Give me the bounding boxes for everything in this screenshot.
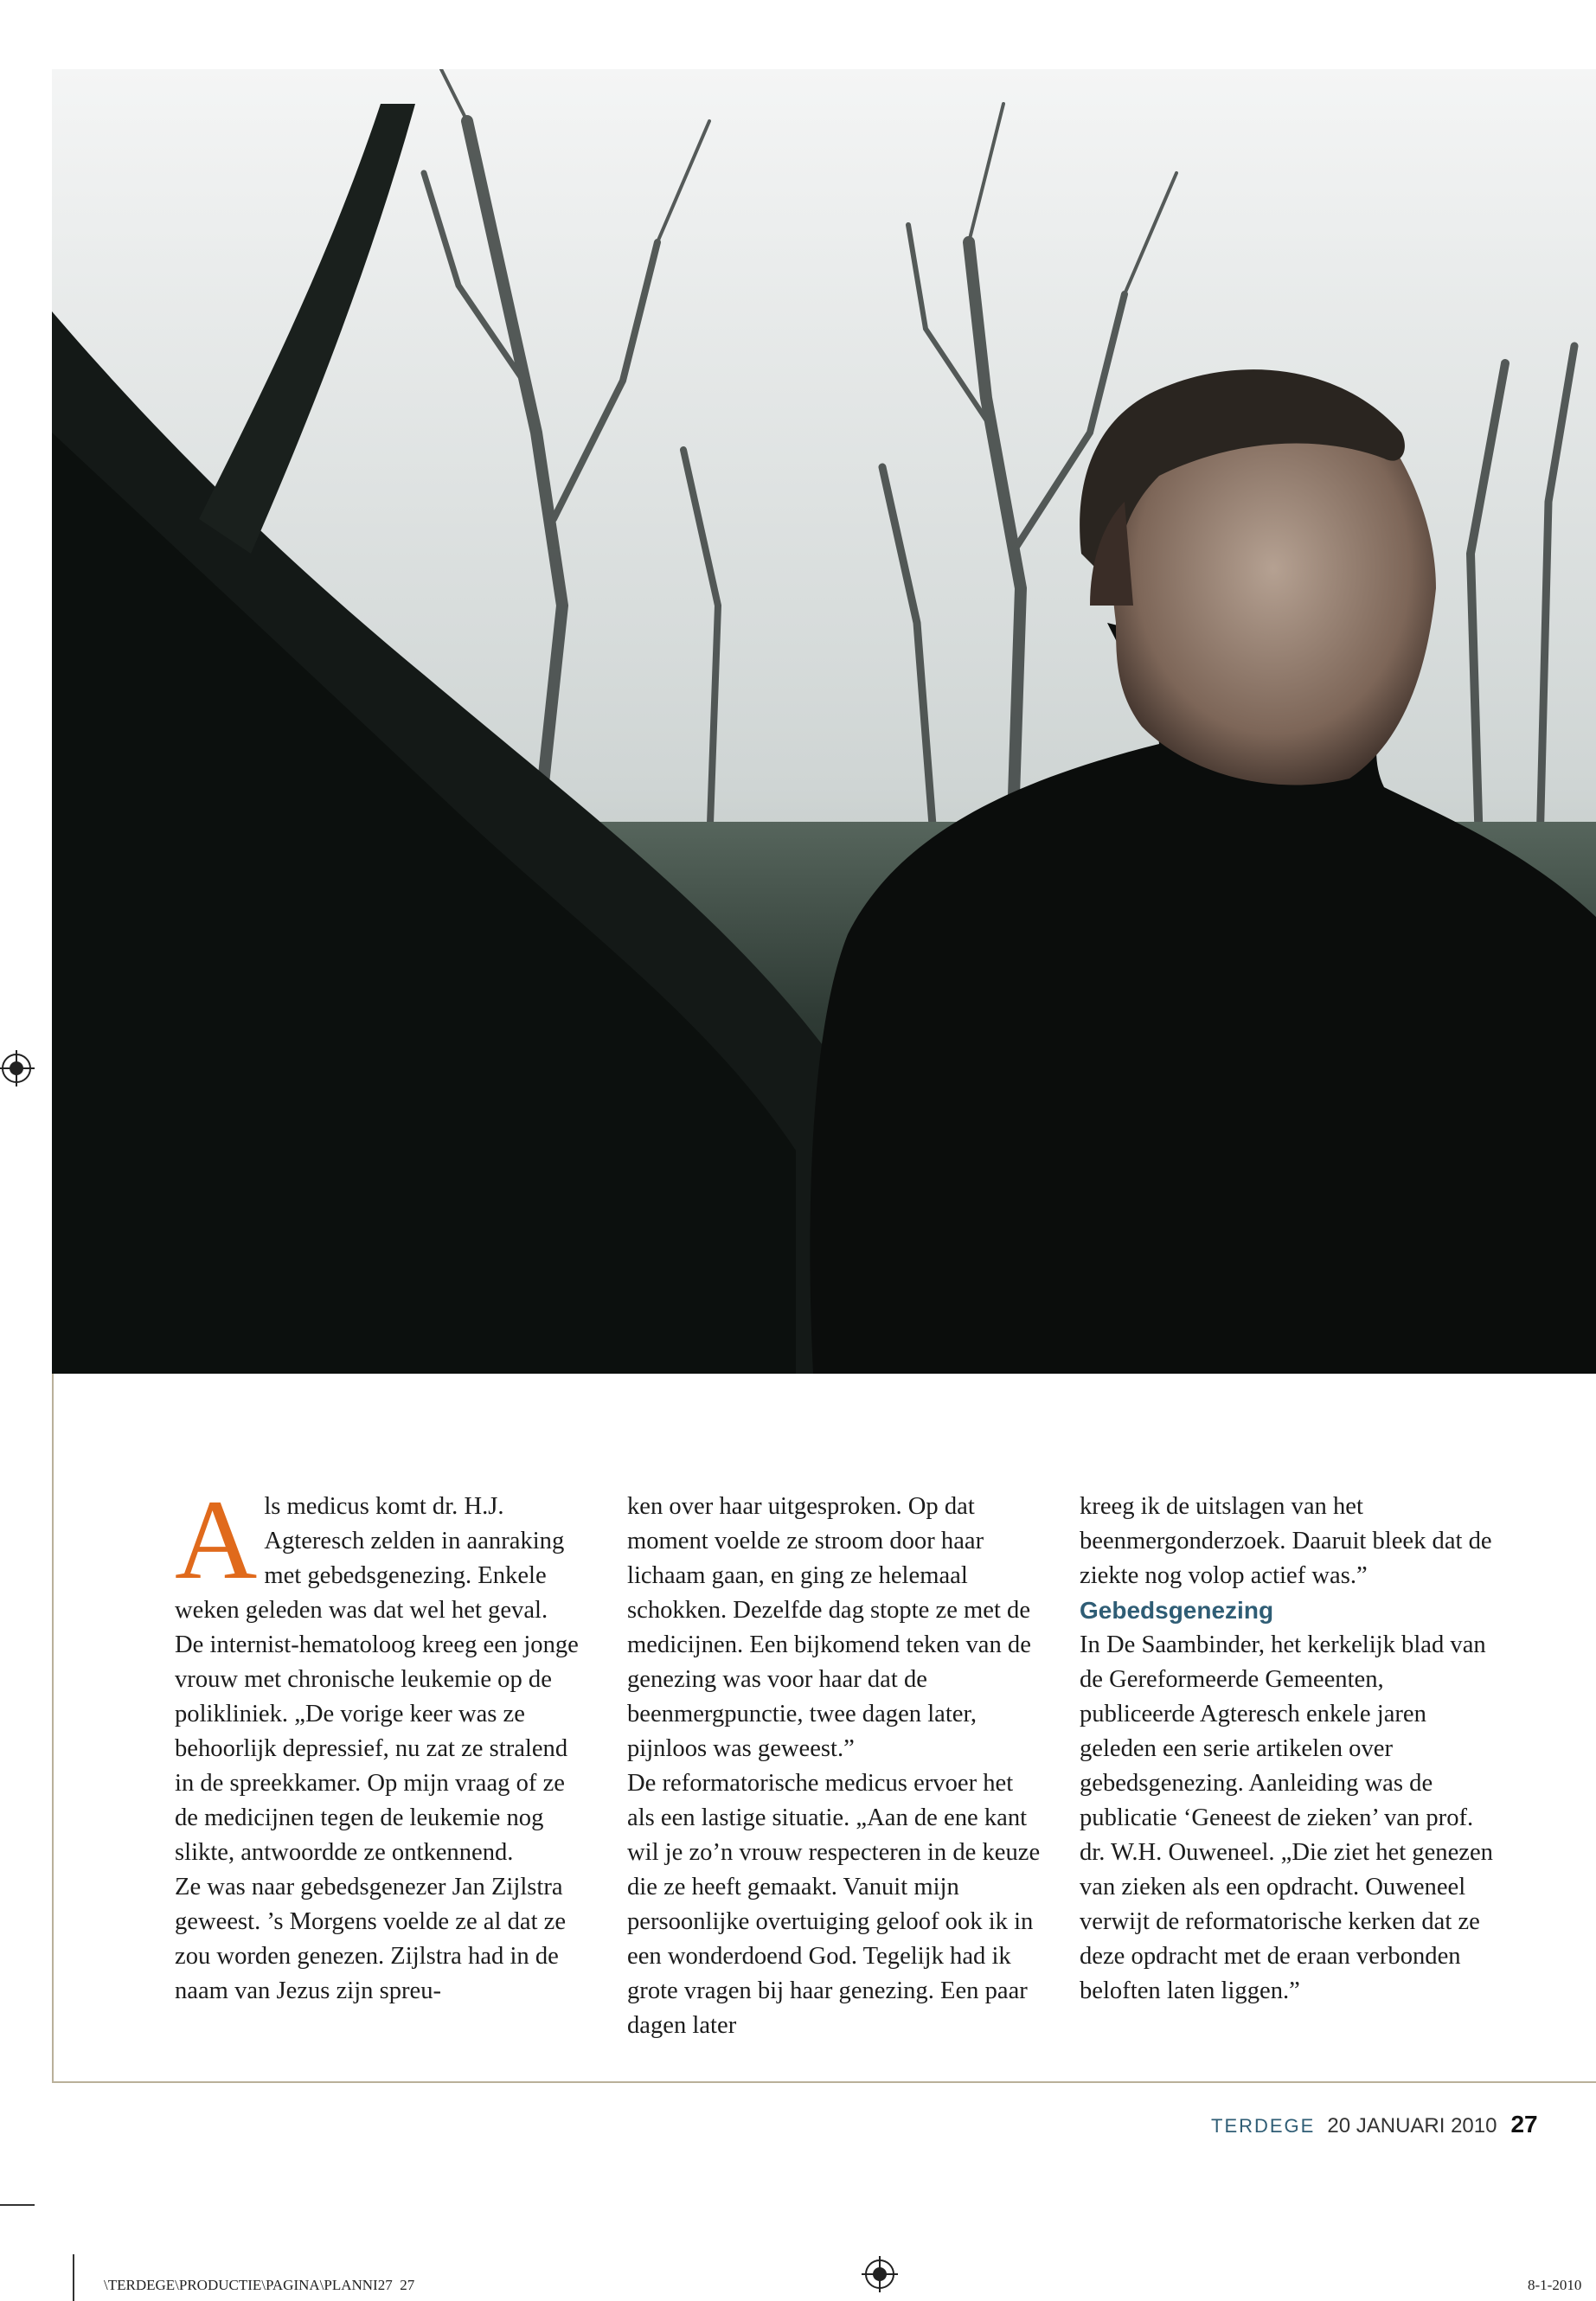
magazine-name: TERDEGE — [1211, 2115, 1316, 2137]
article-photo — [52, 69, 1596, 1374]
article-body — [175, 1476, 1493, 2043]
article-paragraph-1 — [175, 1476, 588, 1628]
page-number: 27 — [1510, 2111, 1538, 2138]
article-column-2 — [627, 1490, 1041, 2043]
article-paragraph-5: De reformatorische medicus ervoer het als een lastige situatie. „Aan de ene kant wil je zo’n vrouw respecteren in de keuze die ze heeft gemaakt. Vanuit mijn persoonlijke overtuiging geloof ook ik in een wonderdoend God. Tegelijk had ik grote vragen bij haar genezing. Een paar dagen later — [627, 1770, 1041, 2039]
drop-cap: A — [175, 1476, 258, 1603]
article-paragraph-3: Ze was naar gebedsgenezer Jan Zijlstra geweest. ’s Morgens voelde ze al dat ze zou worden genezen. Zijlstra had in de naam van Jezus zijn spreu- — [175, 1874, 567, 2004]
article-paragraph-7: In De Saambinder, het kerkelijk blad van de Gereformeerde Gemeenten, publiceerde Agteresch enkele jaren geleden een serie artikelen over gebedsgenezing. Aanleiding was de publicatie ‘Geneest de zieken’ van prof. dr. W.H. Ouweneel. „Die ziet het genezen van zieken als een opdracht. Ouweneel verwijt de reformatorische kerken dat ze deze opdracht met de eraan verbonden beloften laten liggen.” — [1080, 1631, 1493, 2004]
print-slug-date: 8-1-2010 — [1528, 2277, 1582, 2293]
article-paragraph-2: De internist-hematoloog kreeg een jonge vrouw met chronische leukemie op de polikliniek. „De vorige keer was ze behoorlijk depressief, nu zat ze stralend in de spreekkamer. Op mijn vraag of ze de medicijnen tegen de leukemie nog slikte, antwoordde ze ontkennend. — [175, 1631, 579, 1866]
page-footer — [1211, 2107, 1596, 2142]
article-paragraph-1-text: ls medicus komt dr. H.J. Agteresch zelden in aanraking met gebedsgenezing. Enkele weken geleden was dat wel het geval. — [175, 1493, 565, 1624]
registration-mark-icon — [2, 1054, 31, 1083]
slug-page-text: 27 — [400, 2277, 415, 2293]
slug-path-text: \TERDEGE\PRODUCTIE\PAGINA\PLANNI27 — [104, 2277, 393, 2293]
photo-illustration — [52, 69, 1596, 1374]
article-paragraph-6: kreeg ik de uitslagen van het beenmergonderzoek. Daaruit bleek dat de ziekte nog volop actief was.” — [1080, 1493, 1492, 1589]
registration-mark-icon — [865, 2259, 894, 2289]
article-paragraph-4: ken over haar uitgesproken. Op dat moment voelde ze stroom door haar lichaam gaan, en ging ze helemaal schokken. Dezelfde dag stopte ze met de medicijnen. Een bijkomend teken van de genezing was voor haar dat de beenmergpunctie, twee dagen later, pijnloos was geweest.” — [627, 1493, 1031, 1762]
issue-date: 20 JANUARI 2010 — [1327, 2114, 1497, 2138]
section-subheading: Gebedsgenezing — [1080, 1597, 1274, 1624]
print-slug-path — [104, 2277, 414, 2294]
crop-mark — [73, 2254, 74, 2301]
article-column-3 — [1080, 1490, 1493, 2043]
article-column-1 — [175, 1476, 588, 2043]
crop-mark — [0, 2204, 35, 2206]
